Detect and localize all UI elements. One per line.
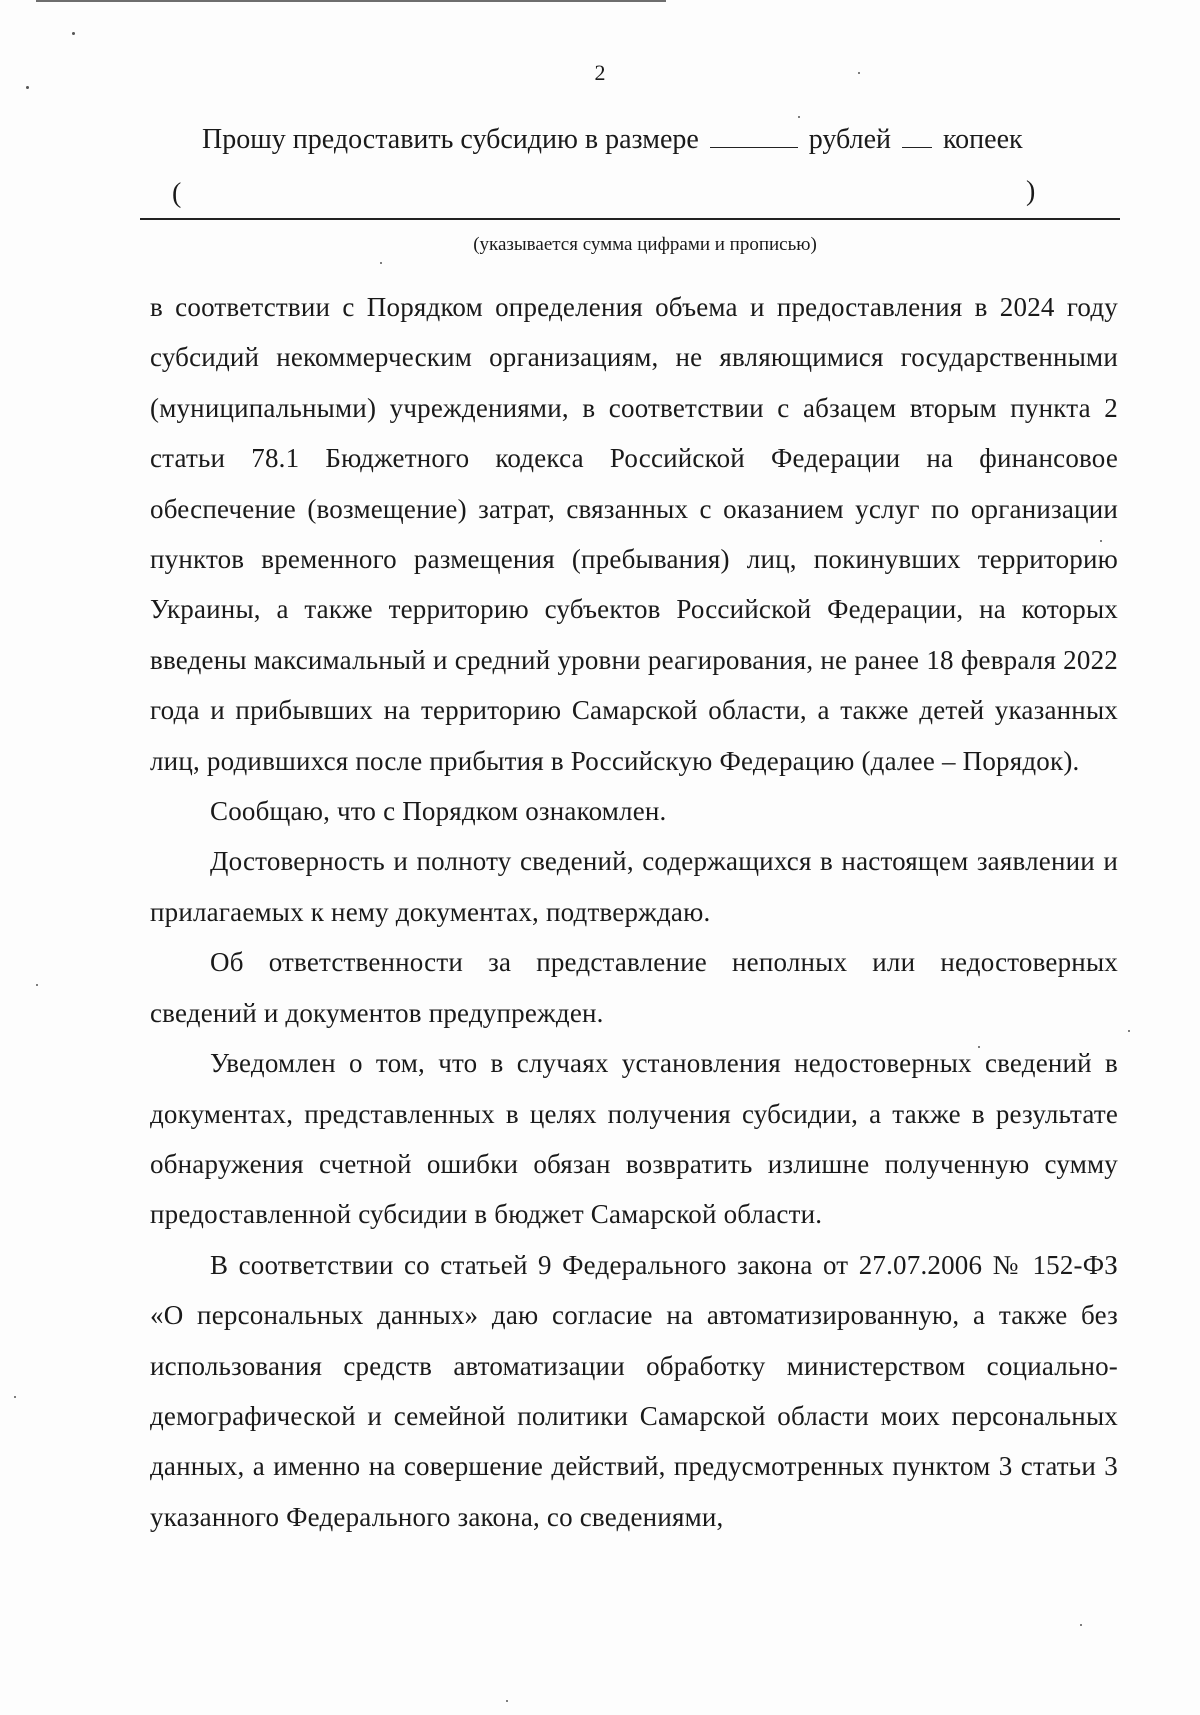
scan-speck [26,86,29,89]
scan-speck [1128,1030,1130,1032]
page-number: 2 [594,60,606,85]
paragraph-accuracy: Достоверность и полноту сведений, содержащихся в настоящем заявлении и прилагаемых к нему документах, подтверждаю. [150,846,1118,927]
scan-speck [506,1700,508,1702]
scan-speck [1080,1624,1082,1626]
scan-speck [380,262,382,264]
document-body [150,282,1118,1542]
scan-speck [36,984,38,986]
top-edge-rule [36,0,666,2]
scan-speck [798,116,800,118]
rubles-blank [710,146,798,148]
paragraph-personal-data-consent: В соответствии со статьей 9 Федерального закона от 27.07.2006 № 152-ФЗ «О персональных данных» даю согласие на автоматизированную, а также без использования средств автоматизации обработку министерством социально-демографической и семейной политики Самарской области моих персональных данных, а именно на совершение действий, предусмотренных пунктом 3 статьи 3 указанного Федерального закона, со сведениями, [150,1249,1118,1532]
paragraph-procedure: в соответствии с Порядком определения объема и предоставления в 2024 году субсидий некоммерческим организациям, не являющимися государственными (муниципальными) учреждениями, в соответствии с абзацем вторым пункта 2 статьи 78.1 Бюджетного кодекса Российской Федерации на финансовое обеспечение (возмещение) затрат, связанных с оказанием услуг по организации пунктов временного размещения (пребывания) лиц, покинувших территорию Украины, а также территорию субъектов Российской Федерации, на которых введены максимальный и средний уровни реагирования, не ранее 18 февраля 2022 года и прибывших на территорию Самарской области, а также детей указанных лиц, родившихся после прибытия в Российскую Федерацию (далее – Порядок). [150,292,1118,776]
scan-speck [978,1046,980,1048]
request-prefix: Прошу предоставить субсидию в размере [202,124,699,155]
amount-paren-open: ( [172,178,182,209]
amount-paren-close: ) [1026,176,1036,207]
scan-speck [72,32,75,35]
paragraph-responsibility: Об ответственности за представление неполных или недостоверных сведений и документов предупрежден. [150,947,1118,1028]
scan-speck [14,1396,16,1398]
rubles-label: рублей [808,124,891,155]
subsidy-request-line [202,124,1023,156]
paragraph-acknowledged: Сообщаю, что с Порядком ознакомлен. [210,796,667,827]
kopecks-label: копеек [943,124,1023,155]
amount-in-words-line [140,218,1120,220]
kopecks-blank [902,146,932,148]
scan-speck [1100,540,1102,542]
amount-hint: (указывается сумма цифрами и прописью) [473,234,817,255]
paragraph-refund-notice: Уведомлен о том, что в случаях установления недостоверных сведений в документах, представленных в целях получения субсидии, а также в результате обнаружения счетной ошибки обязан возвратить излишне полученную сумму предоставленной субсидии в бюджет Самарской области. [150,1048,1118,1230]
scan-speck [858,72,860,74]
